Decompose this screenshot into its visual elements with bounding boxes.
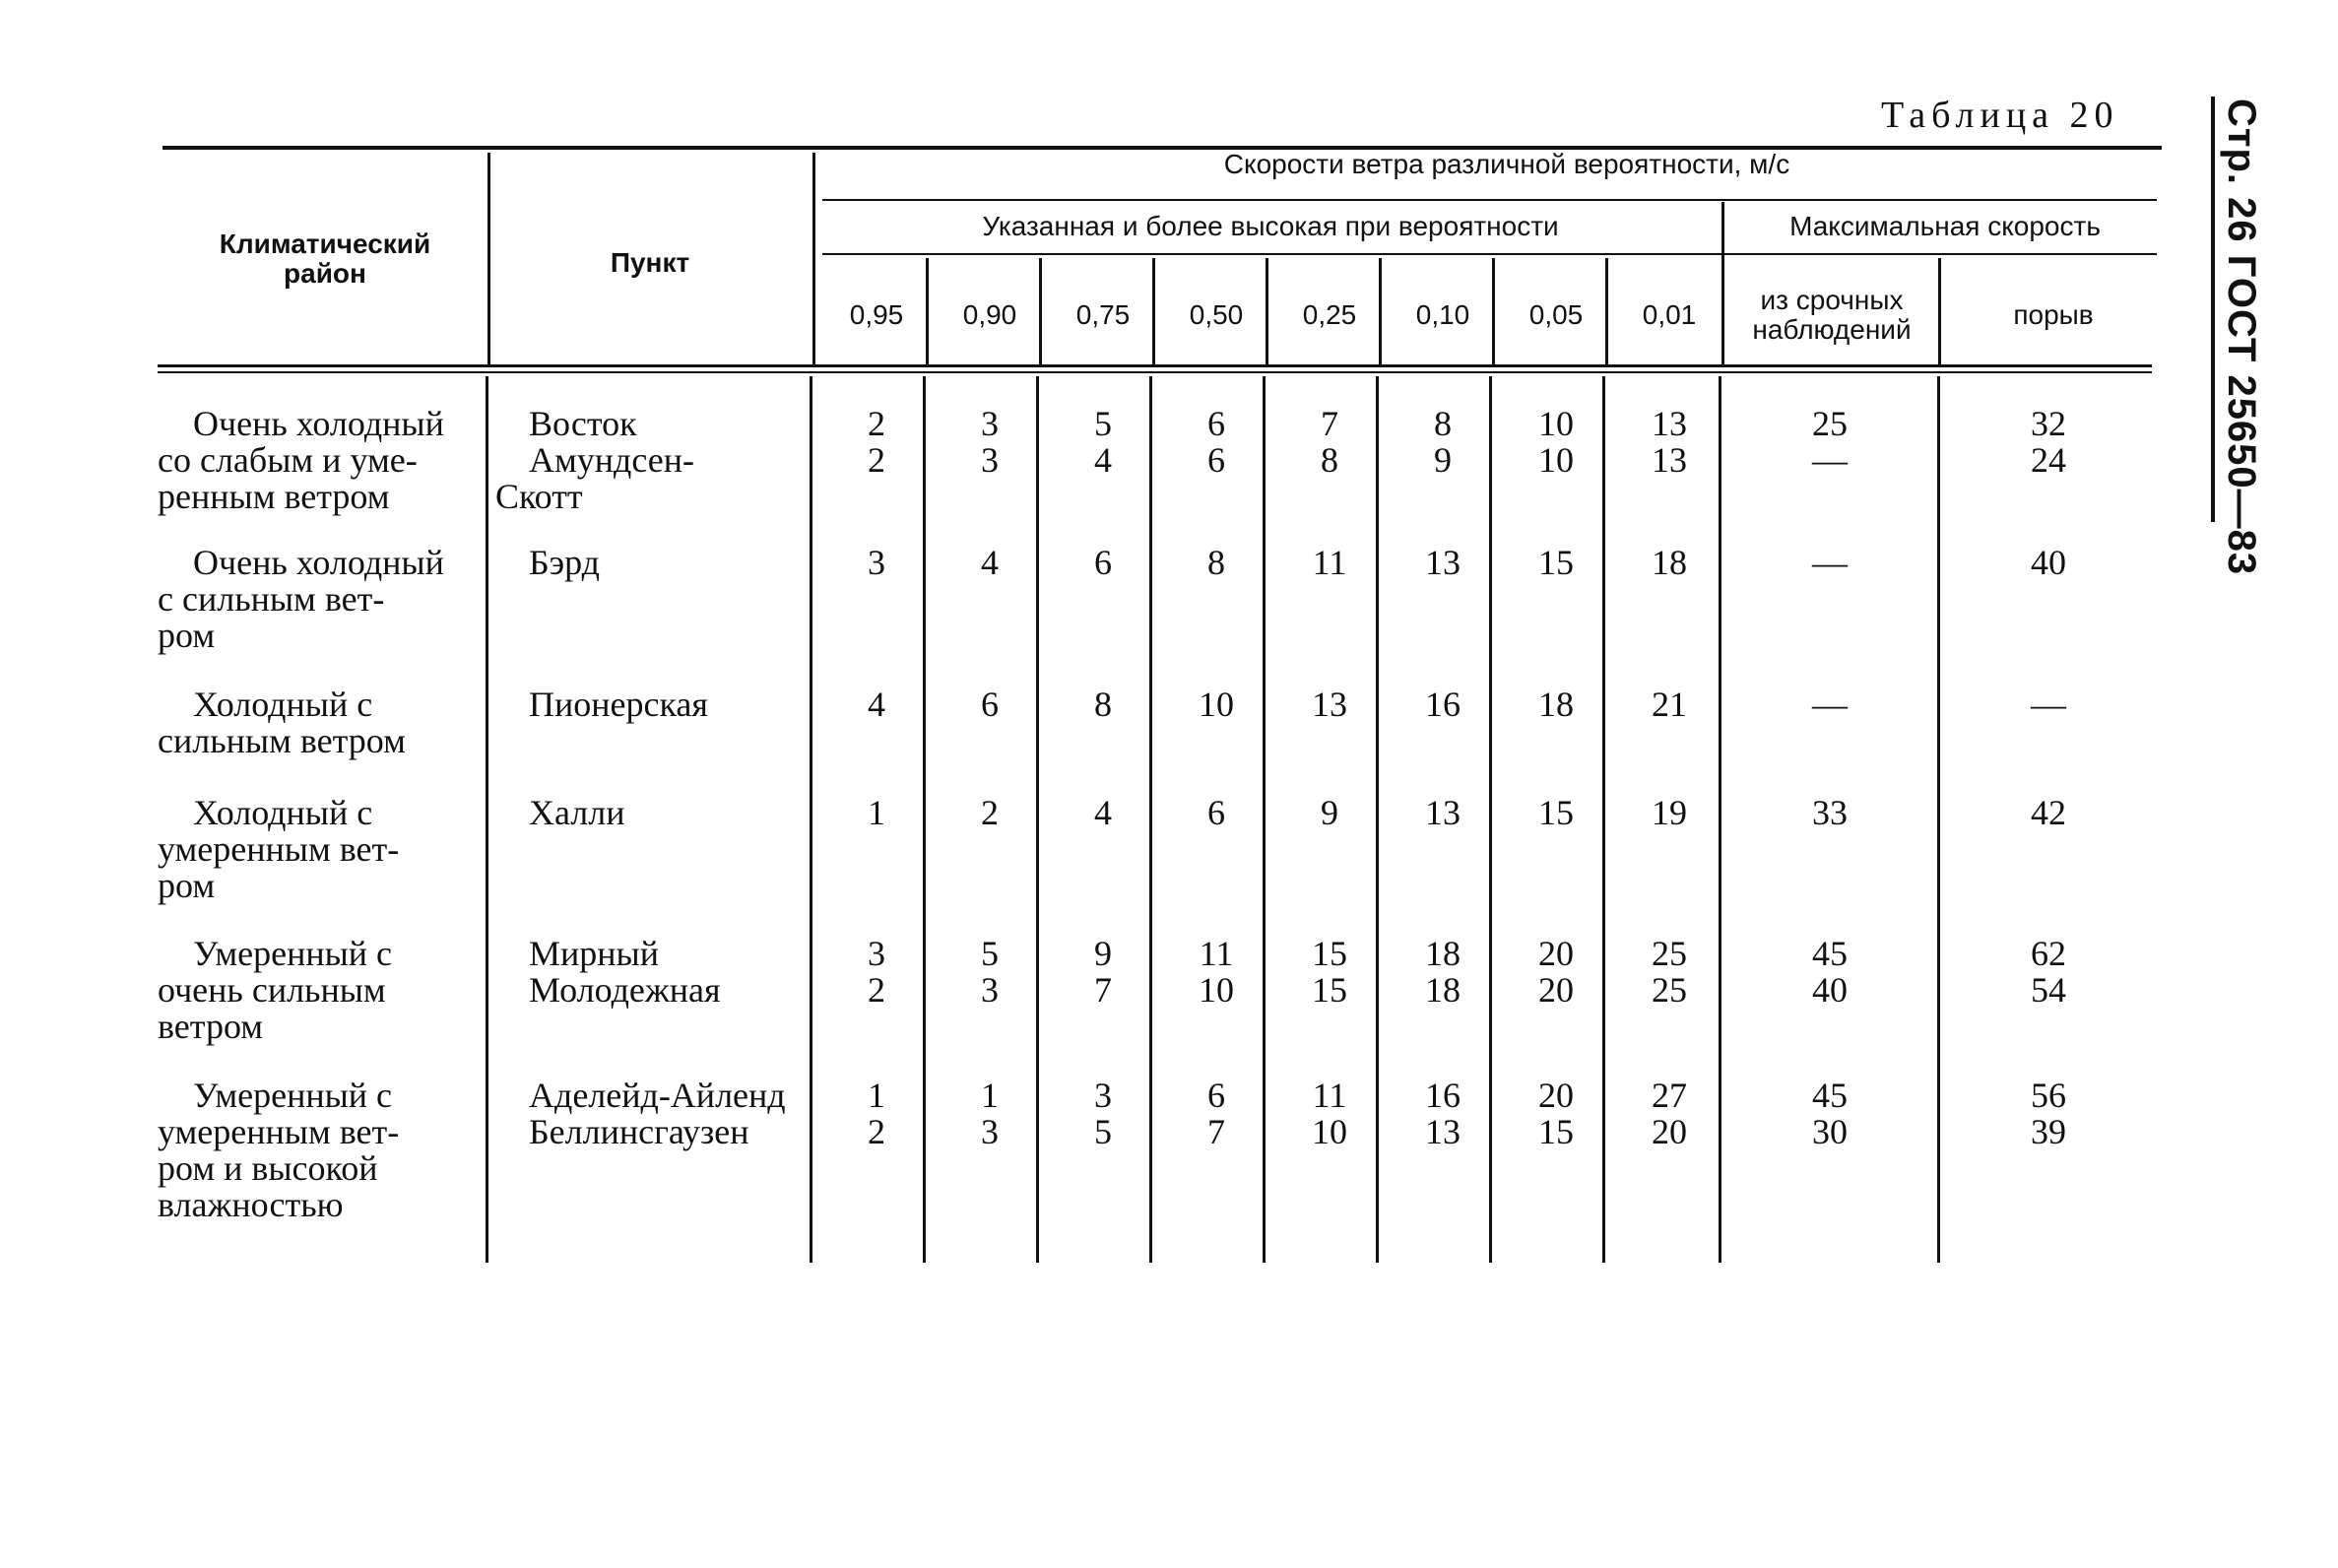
data-cell: — [1812, 440, 1848, 480]
header-from-observations: из срочных наблюдений [1752, 285, 1912, 345]
data-cell: 45 [1812, 934, 1848, 973]
prob-header: 0,25 [1302, 299, 1357, 330]
data-cell: 15 [1312, 934, 1347, 973]
prob-header: 0,75 [1075, 299, 1131, 330]
data-cell: 1 [868, 1076, 885, 1115]
data-cell: 5 [1094, 1112, 1112, 1151]
data-cell: 30 [1812, 1112, 1848, 1151]
data-cell: 18 [1425, 934, 1461, 973]
data-cell: 25 [1652, 970, 1687, 1010]
data-cell: 21 [1652, 685, 1687, 724]
data-cell: 6 [1094, 543, 1112, 582]
prob-divider [1492, 258, 1495, 364]
data-cell: 7 [1094, 970, 1112, 1010]
data-cell: 5 [981, 934, 999, 973]
data-cell: 56 [2031, 1076, 2066, 1115]
data-cell: 18 [1652, 543, 1687, 582]
data-cell: 20 [1652, 1112, 1687, 1151]
data-cell: 7 [1207, 1112, 1225, 1151]
climate-region-text: с сильным вет- [158, 579, 385, 619]
data-cell: 10 [1538, 404, 1574, 443]
side-header [2220, 98, 2293, 576]
data-cell: 2 [868, 970, 885, 1010]
data-cell: 3 [981, 440, 999, 480]
data-cell: 8 [1094, 685, 1112, 724]
header-given-or-higher: Указанная и более высокая при вероятности [982, 211, 1559, 241]
data-cell: 39 [2031, 1112, 2066, 1151]
data-cell: 20 [1538, 1076, 1574, 1115]
table-caption: Таблица 20 [1881, 95, 2119, 136]
data-cell: 4 [868, 685, 885, 724]
prob-header: 0,50 [1189, 299, 1244, 330]
data-cell: 62 [2031, 934, 2066, 973]
header-rule-prob [822, 253, 2157, 255]
data-cell: 4 [1094, 440, 1112, 480]
climate-region-text: Холодный с [193, 793, 373, 832]
data-cell: 18 [1538, 685, 1574, 724]
prob-divider [1152, 258, 1155, 364]
header-station: Пункт [610, 247, 690, 278]
data-cell: 6 [1207, 1076, 1225, 1115]
data-cell: 2 [868, 440, 885, 480]
data-cell: 6 [1207, 440, 1225, 480]
station-name: Пионерская [529, 685, 708, 724]
data-cell: — [1812, 543, 1848, 582]
data-cell: 8 [1321, 440, 1338, 480]
header-max-speed: Максимальная скорость [1789, 211, 2101, 241]
data-cell: 7 [1321, 404, 1338, 443]
data-cell: 4 [1094, 793, 1112, 832]
data-cell: 9 [1321, 793, 1338, 832]
station-name: Халли [529, 793, 625, 832]
data-cell: 11 [1312, 1076, 1347, 1115]
prob-divider [926, 258, 929, 364]
side-rule [2211, 97, 2215, 522]
data-cell: 16 [1425, 1076, 1461, 1115]
data-cell: 54 [2031, 970, 2066, 1010]
prob-divider [1605, 258, 1608, 364]
station-name: Амундсен- [529, 440, 695, 480]
data-cell: 2 [868, 1112, 885, 1151]
station-name: Бэрд [529, 543, 600, 582]
header-climate-region: Климатический район [219, 229, 431, 289]
data-cell: 42 [2031, 793, 2066, 832]
data-cell: 18 [1425, 970, 1461, 1010]
data-cell: 13 [1652, 440, 1687, 480]
data-cell: 15 [1538, 1112, 1574, 1151]
data-cell: 32 [2031, 404, 2066, 443]
climate-region-text: Очень холодный [193, 404, 444, 443]
data-cell: 6 [1207, 404, 1225, 443]
climate-region-text: со слабым и уме- [158, 440, 418, 480]
prob-header: 0,05 [1528, 299, 1584, 330]
header-wind-speeds: Скорости ветра различной вероятности, м/с [1223, 149, 1790, 179]
body-divider [1937, 376, 1940, 1263]
climate-region-text: сильным ветром [158, 721, 406, 760]
side-header-text: Стр. 26 ГОСТ 25650—83 [2220, 98, 2263, 576]
data-cell: 11 [1199, 934, 1234, 973]
prob-divider [1379, 258, 1382, 364]
data-cell: 3 [1094, 1076, 1112, 1115]
data-cell: 13 [1312, 685, 1347, 724]
climate-region-text: влажностью [158, 1185, 344, 1224]
climate-region-text: Умеренный с [193, 1076, 393, 1115]
data-cell: 3 [868, 543, 885, 582]
data-cell: 3 [981, 404, 999, 443]
climate-region-text: очень сильным [158, 970, 386, 1010]
data-cell: 6 [981, 685, 999, 724]
prob-divider [1938, 258, 1941, 364]
data-cell: 5 [1094, 404, 1112, 443]
data-cell: 10 [1538, 440, 1574, 480]
data-cell: 2 [868, 404, 885, 443]
prob-header: 0,10 [1415, 299, 1470, 330]
prob-header: 0,90 [962, 299, 1017, 330]
data-cell: 10 [1199, 970, 1234, 1010]
data-cell: 3 [868, 934, 885, 973]
prob-divider [1039, 258, 1042, 364]
data-cell: 1 [981, 1076, 999, 1115]
data-cell: 10 [1199, 685, 1234, 724]
prob-header: 0,95 [849, 299, 904, 330]
climate-region-text: ренным ветром [158, 477, 390, 516]
body-divider [1719, 376, 1721, 1263]
data-cell: 6 [1207, 793, 1225, 832]
climate-region-text: Холодный с [193, 685, 373, 724]
data-cell: 13 [1425, 543, 1461, 582]
data-cell: 20 [1538, 970, 1574, 1010]
station-name: Восток [529, 404, 637, 443]
data-cell: 25 [1812, 404, 1848, 443]
data-cell: 11 [1312, 543, 1347, 582]
climate-region-text: ром и высокой [158, 1148, 378, 1188]
prob-header: 0,01 [1642, 299, 1697, 330]
data-cell: 9 [1434, 440, 1452, 480]
data-cell: 13 [1425, 793, 1461, 832]
station-name: Мирный [529, 934, 659, 973]
header-rule-speeds [822, 199, 2157, 201]
data-cell: 13 [1425, 1112, 1461, 1151]
data-cell: 15 [1312, 970, 1347, 1010]
data-cell: 19 [1652, 793, 1687, 832]
prob-divider [1266, 258, 1268, 364]
station-name: Аделейд-Айленд [529, 1076, 786, 1115]
climate-region-text: Очень холодный [193, 543, 444, 582]
data-cell: 15 [1538, 793, 1574, 832]
header-gust: порыв [2013, 299, 2094, 330]
data-cell: — [1812, 685, 1848, 724]
data-cell: 1 [868, 793, 885, 832]
data-cell: 33 [1812, 793, 1848, 832]
station-name: Скотт [495, 477, 583, 516]
climate-region-text: ветром [158, 1007, 264, 1046]
data-cell: 15 [1538, 543, 1574, 582]
data-cell: 4 [981, 543, 999, 582]
data-cell: 3 [981, 970, 999, 1010]
climate-region-text: умеренным вет- [158, 829, 400, 869]
climate-region-text: ром [158, 866, 216, 905]
header-double-rule-1 [158, 364, 2152, 367]
data-cell: — [2031, 685, 2066, 724]
climate-region-text: умеренным вет- [158, 1112, 400, 1151]
header-divider-max [1721, 202, 1724, 364]
data-cell: 16 [1425, 685, 1461, 724]
climate-region-text: Умеренный с [193, 934, 393, 973]
data-cell: 13 [1652, 404, 1687, 443]
data-cell: 8 [1434, 404, 1452, 443]
climate-region-text: ром [158, 616, 216, 655]
header-double-rule-2 [158, 371, 2152, 373]
data-cell: 40 [2031, 543, 2066, 582]
data-cell: 2 [981, 793, 999, 832]
station-name: Беллинсгаузен [529, 1112, 749, 1151]
data-cell: 24 [2031, 440, 2066, 480]
station-name: Молодежная [529, 970, 721, 1010]
data-cell: 3 [981, 1112, 999, 1151]
data-cell: 10 [1312, 1112, 1347, 1151]
data-cell: 45 [1812, 1076, 1848, 1115]
data-cell: 40 [1812, 970, 1848, 1010]
header-divider-region [487, 153, 490, 364]
header-divider-station [812, 153, 815, 364]
data-cell: 8 [1207, 543, 1225, 582]
data-cell: 25 [1652, 934, 1687, 973]
data-cell: 20 [1538, 934, 1574, 973]
data-cell: 27 [1652, 1076, 1687, 1115]
data-cell: 9 [1094, 934, 1112, 973]
